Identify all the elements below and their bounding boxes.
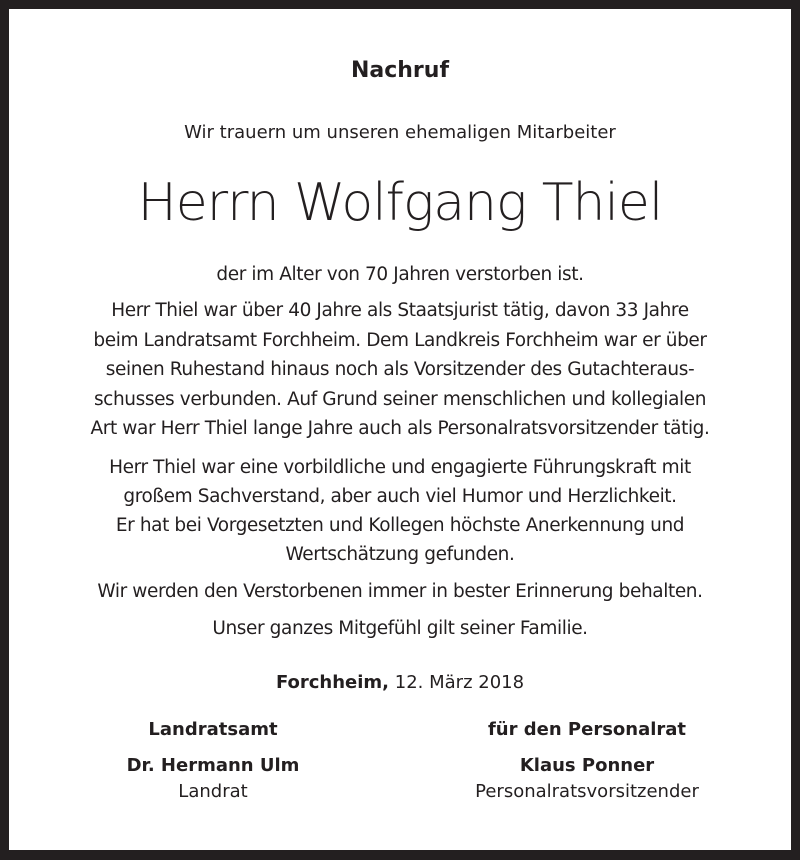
paragraph1-line: beim Landratsamt Forchheim. Dem Landkreis Forchheim war er über — [93, 330, 707, 351]
place: Forchheim, — [275, 672, 390, 693]
signatory-org: für den Personalrat — [487, 719, 687, 740]
paragraph1-line: schusses verbunden. Auf Grund seiner menschlichen und kollegialen — [93, 389, 707, 410]
signatory-org: Landratsamt — [148, 719, 278, 740]
signatory-name: Klaus Ponner — [519, 755, 655, 776]
intro-line: Wir trauern um unseren ehemaligen Mitarbeiter — [184, 122, 616, 143]
paragraph1-line: seinen Ruhestand hinaus noch als Vorsitzender des Gutachteraus- — [105, 359, 695, 380]
paragraph2-line: Er hat bei Vorgesetzten und Kollegen höchste Anerkennung und — [115, 515, 685, 536]
paragraph1-line: Herr Thiel war über 40 Jahre als Staatsjurist tätig, davon 33 Jahre — [111, 300, 689, 321]
notice-title: Nachruf — [350, 58, 450, 83]
signatory-role: Landrat — [178, 781, 248, 802]
paragraph1-line: Art war Herr Thiel lange Jahre auch als Personalratsvorsitzender tätig. — [90, 418, 710, 439]
signatory-name: Dr. Hermann Ulm — [126, 755, 300, 776]
paragraph2-line: Herr Thiel war eine vorbildliche und engagierte Führungskraft mit — [109, 457, 691, 478]
date: 12. März 2018 — [394, 672, 525, 693]
signatory-role: Personalratsvorsitzender — [475, 781, 699, 802]
closing-line-1: Wir werden den Verstorbenen immer in bester Erinnerung behalten. — [97, 581, 703, 602]
age-line: der im Alter von 70 Jahren verstorben ist. — [216, 264, 584, 285]
place-date — [9, 672, 791, 693]
deceased-name: Herrn Wolfgang Thiel — [137, 173, 663, 233]
closing-line-2: Unser ganzes Mitgefühl gilt seiner Familie. — [212, 618, 588, 639]
signatory-right — [427, 719, 747, 802]
signatory-left — [63, 719, 363, 802]
paragraph2-line: Wertschätzung gefunden. — [285, 544, 515, 565]
paragraph2-line: großem Sachverstand, aber auch viel Humor und Herzlichkeit. — [123, 486, 677, 507]
